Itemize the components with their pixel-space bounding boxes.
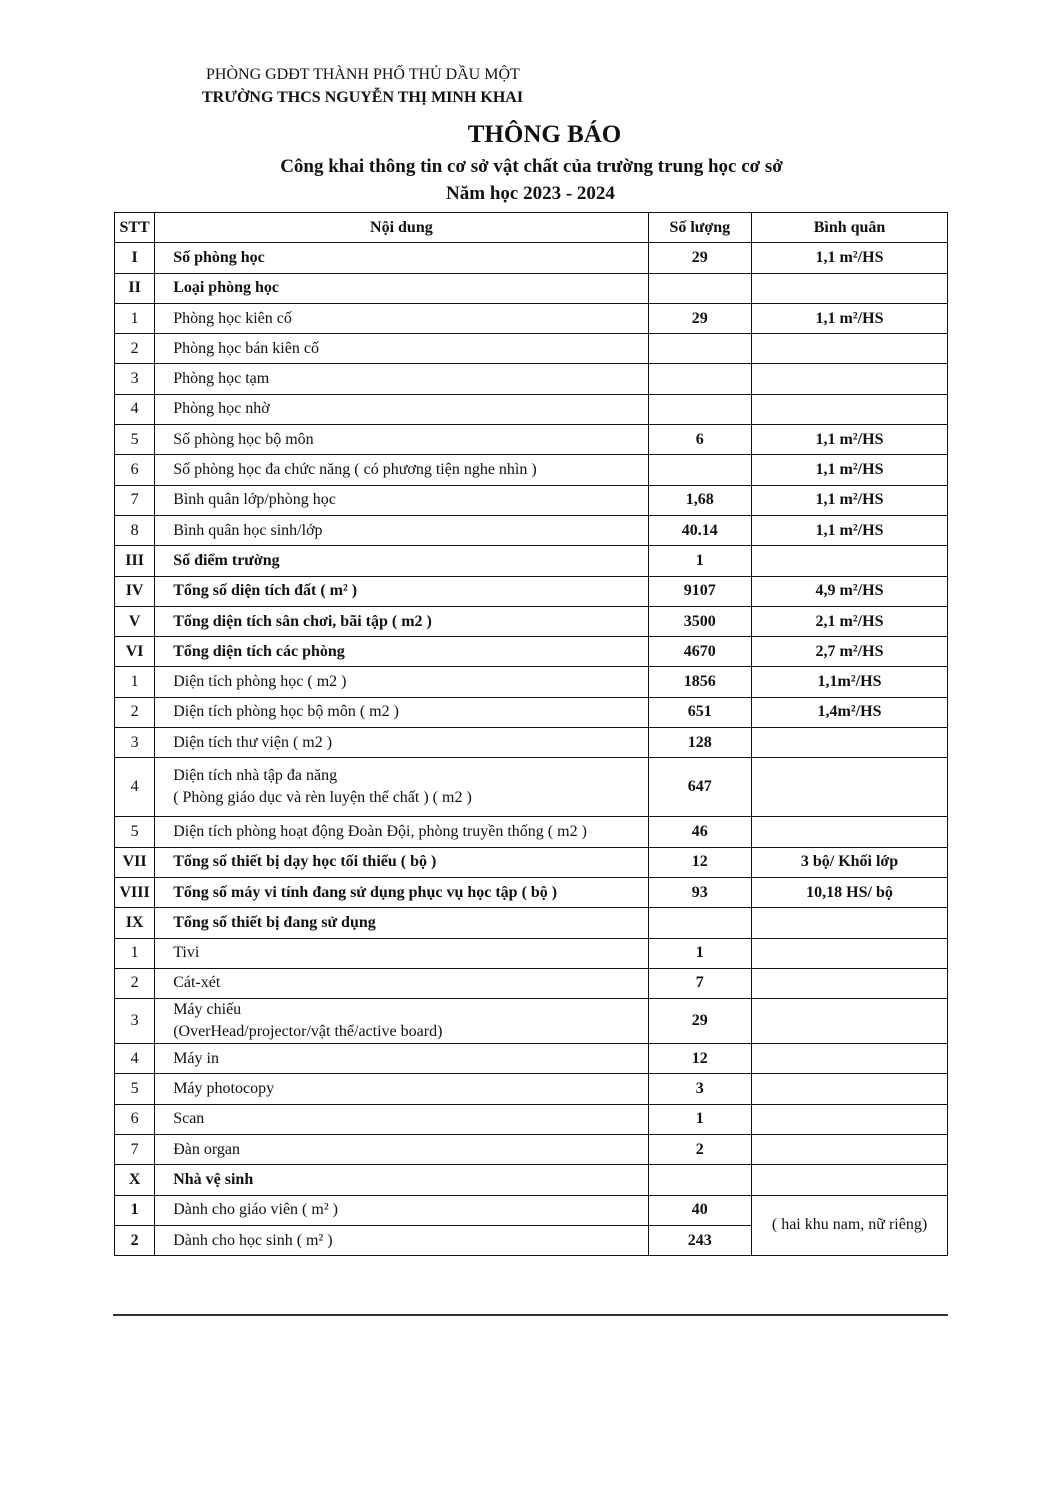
cell-stt: 6	[115, 455, 155, 485]
footer-divider	[113, 1314, 948, 1316]
cell-quantity	[648, 334, 751, 364]
cell-stt: 3	[115, 364, 155, 394]
cell-quantity: 647	[648, 758, 751, 817]
cell-quantity: 40.14	[648, 515, 751, 545]
table-row	[115, 1135, 948, 1165]
cell-content-line2: ( Phòng giáo dục và rèn luyện thể chất ) ( m2 )	[173, 789, 472, 807]
cell-content: Tổng số máy vi tính đang sử dụng phục vụ học tập ( bộ )	[155, 877, 648, 907]
cell-average	[752, 334, 948, 364]
cell-average: 1,4m²/HS	[752, 697, 948, 727]
cell-average	[752, 1135, 948, 1165]
cell-quantity	[648, 364, 751, 394]
cell-stt: 4	[115, 1044, 155, 1074]
cell-content: Phòng học bán kiên cố	[155, 334, 648, 364]
table-row	[115, 817, 948, 847]
cell-content: Tivi	[155, 938, 648, 968]
cell-content: Số phòng học bộ môn	[155, 425, 648, 455]
cell-average	[752, 273, 948, 303]
cell-content: Diện tích phòng hoạt động Đoàn Đội, phòng truyền thống ( m2 )	[155, 817, 648, 847]
column-header-content: Nội dung	[155, 213, 648, 243]
cell-content: Dành cho giáo viên ( m² )	[155, 1195, 648, 1225]
cell-stt: 1	[115, 667, 155, 697]
cell-content: Số phòng học đa chức năng ( có phương tiện nghe nhìn )	[155, 455, 648, 485]
facilities-table	[114, 212, 948, 1256]
table-row	[115, 515, 948, 545]
document-title: THÔNG BÁO	[467, 121, 622, 148]
table-row	[115, 1044, 948, 1074]
cell-stt: 1	[115, 938, 155, 968]
cell-content-line1: Diện tích nhà tập đa năng	[173, 767, 338, 785]
cell-content-line1: Máy chiếu	[173, 1001, 242, 1019]
cell-quantity: 46	[648, 817, 751, 847]
cell-quantity: 1	[648, 938, 751, 968]
cell-average: 3 bộ/ Khối lớp	[752, 847, 948, 877]
table-row	[115, 303, 948, 333]
cell-average: 1,1 m²/HS	[752, 455, 948, 485]
cell-content: Phòng học kiên cố	[155, 303, 648, 333]
cell-quantity	[648, 394, 751, 424]
cell-content: Tổng số diện tích đất ( m² )	[155, 576, 648, 606]
table-row	[115, 758, 948, 817]
cell-average	[752, 1104, 948, 1134]
cell-quantity: 40	[648, 1195, 751, 1225]
cell-content-line2: (OverHead/projector/vật thể/active board)	[173, 1023, 443, 1041]
table-row	[115, 908, 948, 938]
cell-average: 10,18 HS/ bộ	[752, 877, 948, 907]
cell-quantity: 6	[648, 425, 751, 455]
cell-stt: 8	[115, 515, 155, 545]
cell-average	[752, 758, 948, 817]
cell-stt: 3	[115, 728, 155, 758]
cell-content: Phòng học tạm	[155, 364, 648, 394]
cell-quantity: 1	[648, 546, 751, 576]
cell-content: Diện tích phòng học ( m2 )	[155, 667, 648, 697]
cell-content: Diện tích thư viện ( m2 )	[155, 728, 648, 758]
cell-stt: I	[115, 243, 155, 273]
table-row	[115, 546, 948, 576]
cell-quantity: 1856	[648, 667, 751, 697]
cell-quantity: 2	[648, 1135, 751, 1165]
cell-stt: V	[115, 606, 155, 636]
cell-stt: 1	[115, 303, 155, 333]
cell-stt: 7	[115, 1135, 155, 1165]
cell-stt: 2	[115, 334, 155, 364]
cell-content: Dành cho học sinh ( m² )	[155, 1225, 648, 1255]
table-row	[115, 667, 948, 697]
table-row	[115, 273, 948, 303]
cell-quantity: 1	[648, 1104, 751, 1134]
cell-content: Số phòng học	[155, 243, 648, 273]
cell-stt: 4	[115, 758, 155, 817]
cell-average: 1,1 m²/HS	[752, 243, 948, 273]
cell-quantity: 128	[648, 728, 751, 758]
cell-content	[155, 758, 648, 817]
cell-average: 1,1 m²/HS	[752, 515, 948, 545]
table-row	[115, 1074, 948, 1104]
cell-average	[752, 999, 948, 1044]
table-row	[115, 485, 948, 515]
cell-content: Máy in	[155, 1044, 648, 1074]
table-row	[115, 606, 948, 636]
table-row	[115, 1195, 948, 1225]
cell-stt: IV	[115, 576, 155, 606]
cell-content: Bình quân lớp/phòng học	[155, 485, 648, 515]
cell-content: Scan	[155, 1104, 648, 1134]
table-row	[115, 637, 948, 667]
cell-quantity: 7	[648, 968, 751, 998]
cell-content: Loại phòng học	[155, 273, 648, 303]
table-row	[115, 968, 948, 998]
cell-average: 1,1 m²/HS	[752, 303, 948, 333]
cell-stt: IX	[115, 908, 155, 938]
cell-quantity: 243	[648, 1225, 751, 1255]
cell-average	[752, 817, 948, 847]
cell-stt: VI	[115, 637, 155, 667]
table-header-row	[115, 213, 948, 243]
table-row	[115, 425, 948, 455]
cell-average	[752, 1165, 948, 1195]
cell-content: Máy photocopy	[155, 1074, 648, 1104]
cell-quantity: 651	[648, 697, 751, 727]
cell-stt: II	[115, 273, 155, 303]
cell-quantity	[648, 908, 751, 938]
cell-quantity: 4670	[648, 637, 751, 667]
table-row	[115, 877, 948, 907]
cell-quantity	[648, 455, 751, 485]
table-row	[115, 847, 948, 877]
cell-quantity	[648, 1165, 751, 1195]
document-subtitle: Công khai thông tin cơ sở vật chất của trường trung học cơ sở	[280, 156, 783, 177]
cell-average: 1,1m²/HS	[752, 667, 948, 697]
department-name: PHÒNG GDĐT THÀNH PHỐ THỦ DẦU MỘT	[206, 66, 520, 83]
cell-average	[752, 908, 948, 938]
cell-quantity	[648, 273, 751, 303]
cell-stt: 1	[115, 1195, 155, 1225]
table-row	[115, 455, 948, 485]
cell-content: Phòng học nhờ	[155, 394, 648, 424]
cell-average: 2,7 m²/HS	[752, 637, 948, 667]
cell-stt: III	[115, 546, 155, 576]
table-row	[115, 938, 948, 968]
cell-quantity: 12	[648, 1044, 751, 1074]
cell-content: Đàn organ	[155, 1135, 648, 1165]
table-row	[115, 576, 948, 606]
cell-quantity: 3	[648, 1074, 751, 1104]
cell-content: Số điểm trường	[155, 546, 648, 576]
column-header-quantity: Số lượng	[648, 213, 751, 243]
column-header-average: Bình quân	[752, 213, 948, 243]
cell-content: Cát-xét	[155, 968, 648, 998]
cell-quantity: 3500	[648, 606, 751, 636]
cell-average	[752, 364, 948, 394]
cell-stt: 3	[115, 999, 155, 1044]
table-row	[115, 334, 948, 364]
cell-quantity: 9107	[648, 576, 751, 606]
cell-quantity: 29	[648, 999, 751, 1044]
table-row	[115, 728, 948, 758]
cell-content: Tổng diện tích các phòng	[155, 637, 648, 667]
table-row	[115, 243, 948, 273]
cell-average	[752, 938, 948, 968]
cell-average	[752, 394, 948, 424]
cell-stt: 2	[115, 968, 155, 998]
table-row	[115, 1104, 948, 1134]
cell-content: Tổng số thiết bị đang sử dụng	[155, 908, 648, 938]
cell-average: 4,9 m²/HS	[752, 576, 948, 606]
table-row	[115, 394, 948, 424]
cell-average	[752, 1044, 948, 1074]
cell-content	[155, 999, 648, 1044]
cell-content: Diện tích phòng học bộ môn ( m2 )	[155, 697, 648, 727]
cell-average: 2,1 m²/HS	[752, 606, 948, 636]
cell-stt: 2	[115, 1225, 155, 1255]
column-header-stt: STT	[115, 213, 155, 243]
table-row	[115, 364, 948, 394]
cell-stt: 4	[115, 394, 155, 424]
cell-quantity: 93	[648, 877, 751, 907]
cell-note: ( hai khu nam, nữ riêng)	[752, 1195, 948, 1256]
cell-quantity: 1,68	[648, 485, 751, 515]
cell-stt: 5	[115, 425, 155, 455]
table-row	[115, 697, 948, 727]
cell-content: Tổng số thiết bị dạy học tối thiểu ( bộ )	[155, 847, 648, 877]
cell-content: Bình quân học sinh/lớp	[155, 515, 648, 545]
cell-stt: VIII	[115, 877, 155, 907]
cell-average	[752, 1074, 948, 1104]
cell-content: Nhà vệ sinh	[155, 1165, 648, 1195]
cell-stt: X	[115, 1165, 155, 1195]
table-row	[115, 1165, 948, 1195]
cell-average	[752, 546, 948, 576]
cell-average	[752, 728, 948, 758]
cell-quantity: 29	[648, 243, 751, 273]
cell-content: Tổng diện tích sân chơi, bãi tập ( m2 )	[155, 606, 648, 636]
cell-stt: 2	[115, 697, 155, 727]
cell-average	[752, 968, 948, 998]
table-row	[115, 999, 948, 1044]
cell-average: 1,1 m²/HS	[752, 425, 948, 455]
cell-stt: 7	[115, 485, 155, 515]
cell-average: 1,1 m²/HS	[752, 485, 948, 515]
cell-stt: VII	[115, 847, 155, 877]
cell-quantity: 29	[648, 303, 751, 333]
cell-stt: 5	[115, 1074, 155, 1104]
cell-stt: 5	[115, 817, 155, 847]
school-year: Năm học 2023 - 2024	[446, 183, 615, 204]
cell-quantity: 12	[648, 847, 751, 877]
school-name: TRƯỜNG THCS NGUYỄN THỊ MINH KHAI	[202, 89, 524, 106]
cell-stt: 6	[115, 1104, 155, 1134]
